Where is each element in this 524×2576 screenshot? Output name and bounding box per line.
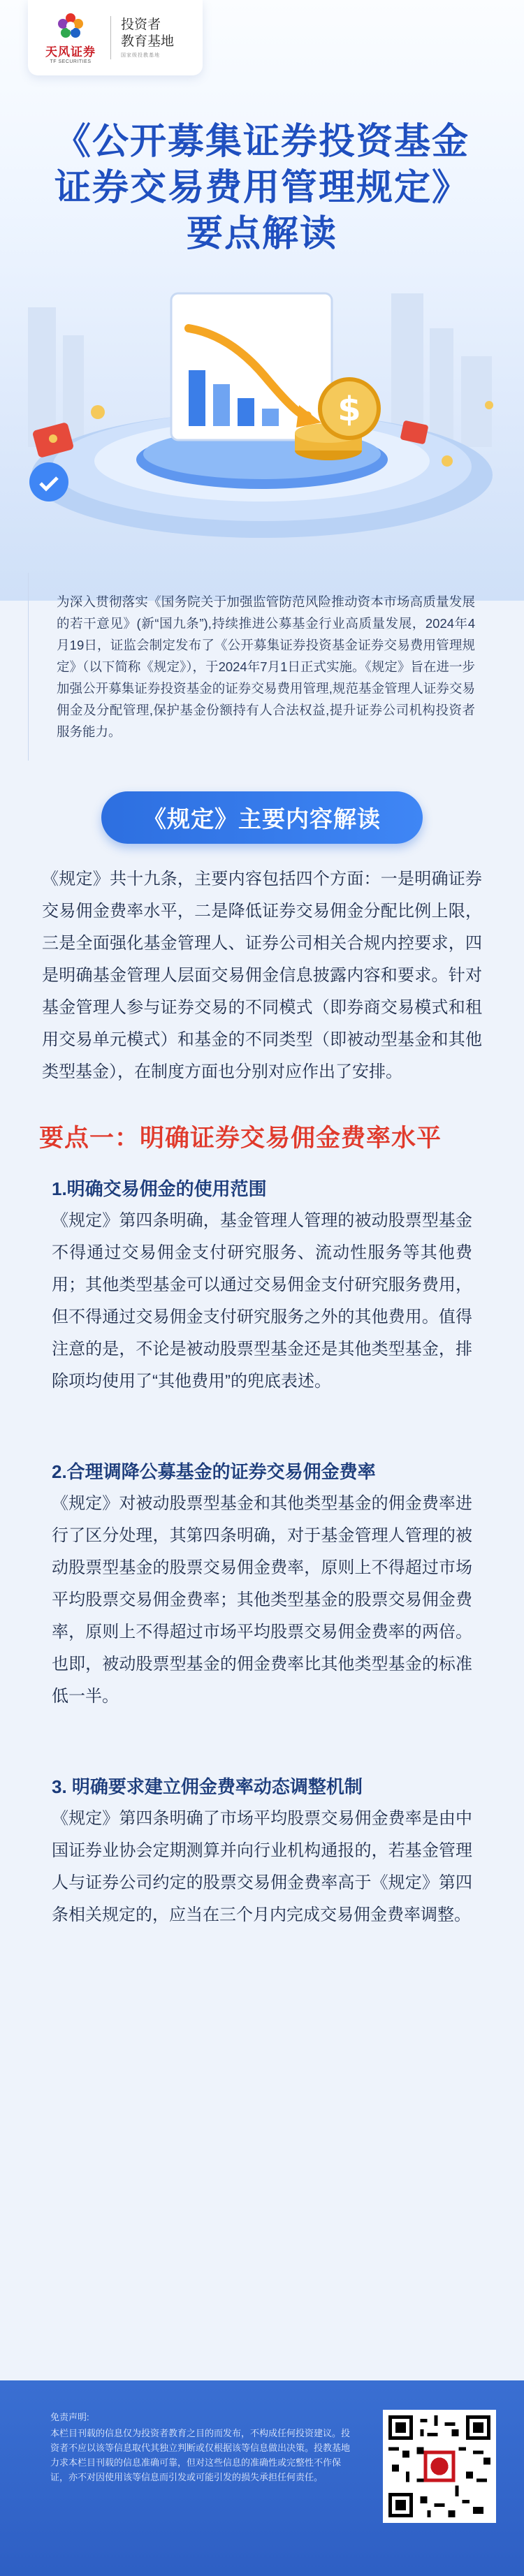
key-point-1-item-1-body: 《规定》第四条明确，基金管理人管理的被动股票型基金不得通过交易佣金支付研究服务、流动性服务等其他费用；其他类型基金可以通过交易佣金支付研究服务费用，但不得通过交易佣金支付研究服务之外的其他费用。值得注意的是，不论是被动股票型基金还是其他类型基金，排除项均使用了“其他费用”的兜底表述。 [52,1211,472,1391]
disclaimer [50,2410,354,2484]
education-base-label [121,17,174,59]
spacer [0,1398,524,1437]
key-point-1-item-2-heading: 2.合理调降公募基金的证券交易佣金费率 [52,1461,376,1482]
brand-name-cn: 天风证券 [45,45,96,59]
brand-logo-bar [28,0,203,75]
qr-code[interactable] [383,2410,496,2523]
key-point-1-item-2-body: 《规定》对被动股票型基金和其他类型基金的佣金费率进行了区分处理，其第四条明确，对于基金管理人管理的被动股票型基金的股票交易佣金费率，原则上不得超过市场平均股票交易佣金费率；其他类型基金的股票交易佣金费率，原则上不得超过市场平均股票交易佣金费率的两倍。也即，被动股票型基金的佣金费率比其他类型基金的标准低一半。 [52,1494,472,1706]
hero-title-line3: 要点解读 [186,213,337,255]
disclaimer-label: 免责声明: [50,2412,89,2422]
brand-logo [41,11,101,64]
hero-illustration [0,265,524,559]
section-title-wrap [0,791,524,844]
section-title-pill: 《规定》主要内容解读 [101,791,423,844]
svg-text:$: $ [337,390,361,429]
hero-title-line2: 证券交易费用管理规定》 [54,167,470,209]
key-point-1-item-3-body: 《规定》第四条明确了市场平均股票交易佣金费率是由中国证券业协会定期测算并向行业机构通报的，若基金管理人与证券公司约定的股票交易佣金费率高于《规定》第四条相关规定的，应当在三个月内完成交易佣金费率调整。 [52,1809,472,1924]
qr-code-icon [388,2415,490,2517]
disclaimer-text: 本栏目刊载的信息仅为投资者教育之目的而发布，不构成任何投资建议。投资者不应以该等信息取代其独立判断或仅根据该等信息做出决策。投教基地力求本栏目刊载的信息准确可靠，但对这些信息的准确性或完整性不作保证，亦不对因使用该等信息而引发或可能引发的损失承担任何责任。 [50,2428,351,2482]
spacer [0,1713,524,1752]
bar-chart-icon [171,293,332,440]
education-base-line1: 投资者 [121,17,161,32]
flower-logo-icon [56,11,85,41]
hero-title [0,119,524,257]
education-base-tagline: 国家级投教基地 [121,53,160,58]
education-base-line2: 教育基地 [121,34,175,49]
intro-panel [28,573,496,761]
key-point-1-item-3-heading: 3. 明确要求建立佣金费率动态调整机制 [52,1776,363,1797]
logo-divider [110,16,111,59]
hero-banner [0,0,524,601]
hero-title-line1: 《公开募集证券投资基金 [54,121,470,163]
footer [0,2380,524,2576]
brand-name-en: TF SECURITIES [50,59,92,64]
key-point-1-item-1-heading: 1.明确交易佣金的使用范围 [52,1178,267,1199]
shield-icon [29,462,68,502]
overview-text: 《规定》共十九条，主要内容包括四个方面：一是明确证券交易佣金费率水平，二是降低证券交易佣金分配比例上限，三是全面强化基金管理人、证券公司相关合规内控要求，四是明确基金管理人层面交易佣金信息披露内容和要求。针对基金管理人参与证券交易的不同模式（即券商交易模式和租用交易单元模式）和基金的不同类型（即被动型基金和其他类型基金），在制度方面也分别对应作出了安排。 [42,870,482,1081]
intro-text: 为深入贯彻落实《国务院关于加强监管防范风险推动资本市场高质量发展的若干意见》(新“国九条”),持续推进公募基金行业高质量发展，2024年4月19日，证监会制定发布了《公开募集证券投资基金证券交易费用管理规定》（以下简称《规定》），于2024年7月1日正式实施。《规定》旨在进一步加强公开募集证券投资基金的证券交易费用管理,规范基金管理人证券交易佣金及分配管理,保护基金份额持有人合法权益,提升证券公司机构投资者服务能力。 [57,594,475,739]
key-point-1-title: 要点一：明确证券交易佣金费率水平 [39,1125,442,1152]
